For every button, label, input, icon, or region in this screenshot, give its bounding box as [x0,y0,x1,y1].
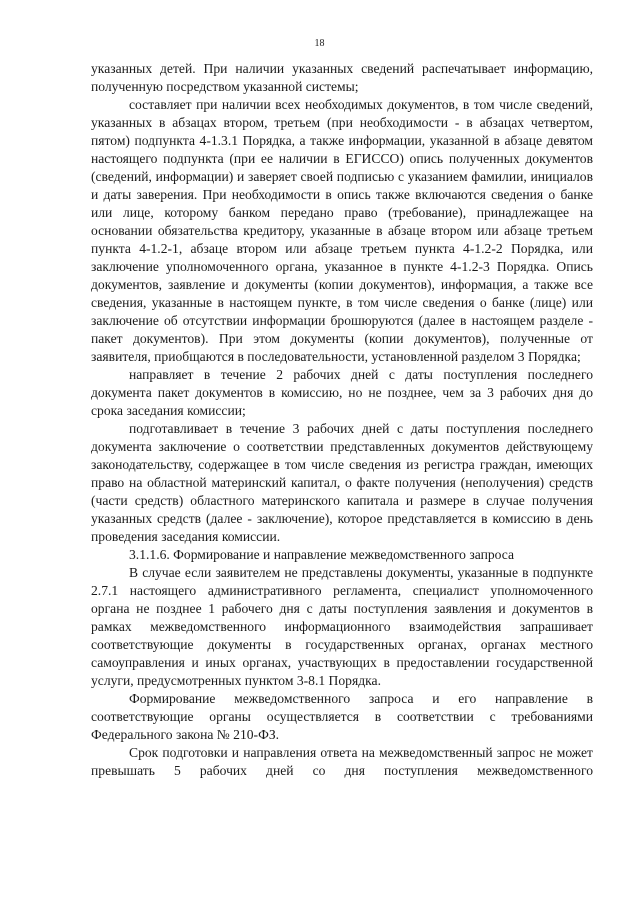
paragraph: составляет при наличии всех необходимых документов, в том числе сведений, указанных в абзацах втором, третьем (при необходимости - в абзацах четвертом, пятом) подпункта 4-1.3.1 Порядка, а также информации, указанной в абзаце девятом настоящего подпункта (при ее наличии в ЕГИССО) опись полученных документов (сведений, информации) и заверяет своей подписью с указанием фамилии, инициалов и даты заверения. При необходимости в опись также включаются сведения о банке или лице, которому банком передано право (требование), принадлежащее на основании обязательства кредитору, указанные в абзаце втором или абзаце третьем пункта 4-1.2-1, абзаце втором или абзаце третьем пункта 4-1.2-2 Порядка, или заключение уполномоченного органа, указанное в пункте 4-1.2-3 Порядка. Опись документов, заявление и документы (копии документов), информация, а также все сведения, указанные в настоящем пункте, в том числе сведения о банке (лице) или заключение об отсутствии информации брошюруются (далее в настоящем разделе - пакет документов). При этом документы (копии документов), полученные от заявителя, приобщаются в последовательности, установленной разделом 3 Порядка; [91,97,593,364]
paragraph: направляет в течение 2 рабочих дней с даты поступления последнего документа пакет документов в комиссию, но не позднее, чем за 3 рабочих дня до срока заседания комиссии; [91,367,593,418]
page-body [91,60,593,780]
paragraph: Срок подготовки и направления ответа на межведомственный запрос не может превышать 5 рабочих дней со дня поступления межведомственного [91,745,593,778]
page-number: 18 [314,38,325,49]
section-heading: 3.1.1.6. Формирование и направление межведомственного запроса [129,547,515,562]
paragraph: подготавливает в течение 3 рабочих дней с даты поступления последнего документа заключение о соответствии представленных документов действующему законодательству, содержащее в том числе сведения из регистра граждан, имеющих право на областной материнский капитал, о факте получения (неполучения) средств (части средств) областного материнского капитала и размере в случае получения указанных средств (далее - заключение), которое представляется в комиссию в день проведения заседания комиссии. [91,421,593,544]
paragraph: Формирование межведомственного запроса и его направление в соответствующие органы осуществляется в соответствии с требованиями Федерального закона № 210-ФЗ. [91,691,593,742]
paragraph: В случае если заявителем не представлены документы, указанные в подпункте 2.7.1 настоящего административного регламента, специалист уполномоченного органа не позднее 1 рабочего дня с даты поступления заявления и документов в рамках межведомственного информационного взаимодействия запрашивает соответствующие документы в государственных органах, органах местного самоуправления и иных органах, участвующих в предоставлении государственной услуги, предусмотренных пунктом 3-8.1 Порядка. [91,565,593,688]
paragraph: указанных детей. При наличии указанных сведений распечатывает информацию, полученную посредством указанной системы; [91,61,593,94]
